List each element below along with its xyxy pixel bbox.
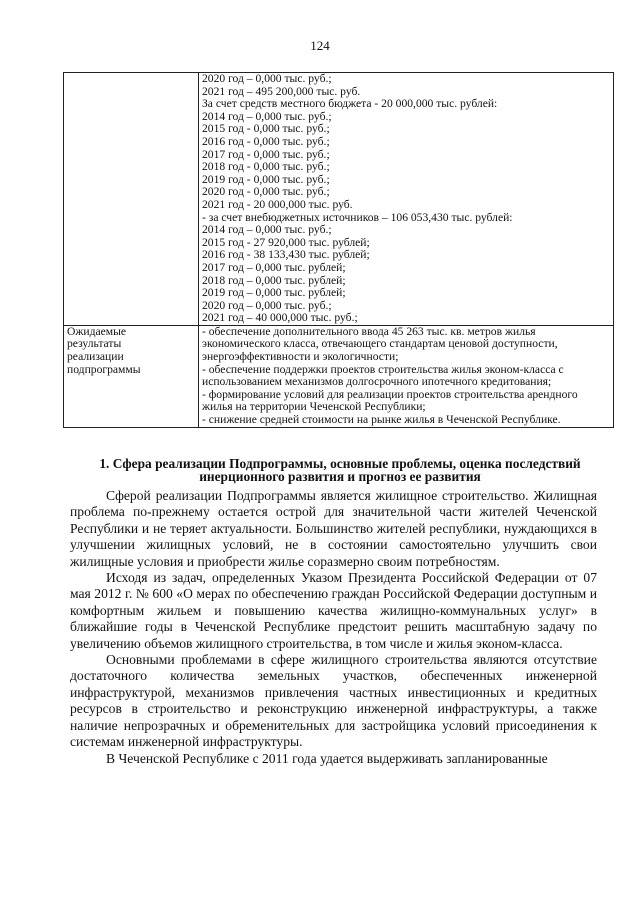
financing-line: 2020 год – 0,000 тыс. руб.; [202,72,332,85]
financing-line: 2016 год - 38 133,430 тыс. рублей; [202,248,370,262]
financing-line: 2019 год – 0,000 тыс. рублей; [202,286,346,300]
row-label-line: Ожидаемые [67,324,127,338]
row-label-cell [64,73,199,326]
row-label-line: результаты [67,337,122,351]
financing-line: 2019 год - 0,000 тыс. руб.; [202,172,330,186]
financing-line: 2018 год - 0,000 тыс. руб.; [202,160,330,174]
financing-line: 2021 год – 495 200,000 тыс. руб. [202,84,361,98]
expected-result-item: - обеспечение поддержки проектов строительства жилья эконом-класса с использованием механизмов долгосрочного ипотечного кредитования; [202,362,564,389]
table-row-expected-results [64,325,614,427]
financing-line: 2015 год - 27 920,000 тыс. рублей; [202,235,370,249]
section-heading: 1. Сфера реализации Подпрограммы, основные проблемы, оценка последствий инерционного развития и прогноз ее развития [99,456,581,484]
financing-line: 2018 год – 0,000 тыс. рублей; [202,273,346,287]
paragraph: Сферой реализации Подпрограммы является жилищное строительство. Жилищная проблема по-прежнему остается острой для значительной части жителей Чеченской Республики и не теряет актуальности. Большинство жителей республики, нуждающихся в улучшении жилищных условий, не в состоянии самостоятельно улучшить свои жилищные условия и приобрести жилье соразмерно своим потребностям. [70,488,597,569]
financing-line: 2021 год – 40 000,000 тыс. руб.; [202,311,358,325]
financing-line: 2014 год – 0,000 тыс. руб.; [202,109,332,123]
financing-line: 2016 год - 0,000 тыс. руб.; [202,134,330,148]
row-label-line: подпрограммы [67,362,141,376]
expected-result-item: - снижение средней стоимости на рынке жилья в Чеченской Республике. [202,413,561,427]
financing-line: За счет средств местного бюджета - 20 000,000 тыс. рублей: [202,97,498,111]
financing-line: 2021 год - 20 000,000 тыс. руб. [202,197,353,211]
table-row-financing [64,73,614,326]
row-label-line: реализации [67,350,124,364]
page-number: 124 [310,38,330,53]
financing-line: 2014 год – 0,000 тыс. руб.; [202,223,332,237]
paragraph: Основными проблемами в сфере жилищного строительства являются отсутствие достаточного количества земельных участков, обеспеченных инженерной инфраструктурой, механизмов привлечения частных инвестиционных и кредитных ресурсов в строительство и реконструкцию инженерной инфраструктуры, а также наличие непрозрачных и обременительных для застройщика условий присоединения к системам инженерной инфраструктуры. [70,652,597,750]
financing-line: 2017 год - 0,000 тыс. руб.; [202,147,330,161]
expected-results-cell [199,325,614,427]
expected-results-label-cell [64,325,199,427]
financing-cell [199,73,614,326]
financing-line: 2020 год – 0,000 тыс. руб.; [202,298,332,312]
expected-result-item: - формирование условий для реализации проектов строительства арендного жилья на территории Чеченской Республики; [202,387,578,414]
paragraph: В Чеченской Республике с 2011 года удается выдерживать запланированные [106,750,548,766]
subprogram-passport-table [63,72,614,428]
financing-line: - за счет внебюджетных источников – 106 053,430 тыс. рублей: [202,210,513,224]
financing-line: 2017 год – 0,000 тыс. рублей; [202,260,346,274]
paragraph: Исходя из задач, определенных Указом Президента Российской Федерации от 07 мая 2012 г. № 600 «О мерах по обеспечению граждан Российской Федерации доступным и комфортным жильем и повышению качества жилищно-коммунальных услуг» в ближайшие годы в Чеченской Республике предстоит решить масштабную задачу по увеличению объемов жилищного строительства, в том числе и жилья эконом-класса. [70,570,597,651]
section-body [70,488,597,767]
financing-line: 2015 год - 0,000 тыс. руб.; [202,122,330,136]
expected-result-item: - обеспечение дополнительного ввода 45 263 тыс. кв. метров жилья экономического класса, отвечающего стандартам ценовой доступности, энергоэффективности и экологичности; [202,324,558,364]
financing-line: 2020 год - 0,000 тыс. руб.; [202,185,330,199]
